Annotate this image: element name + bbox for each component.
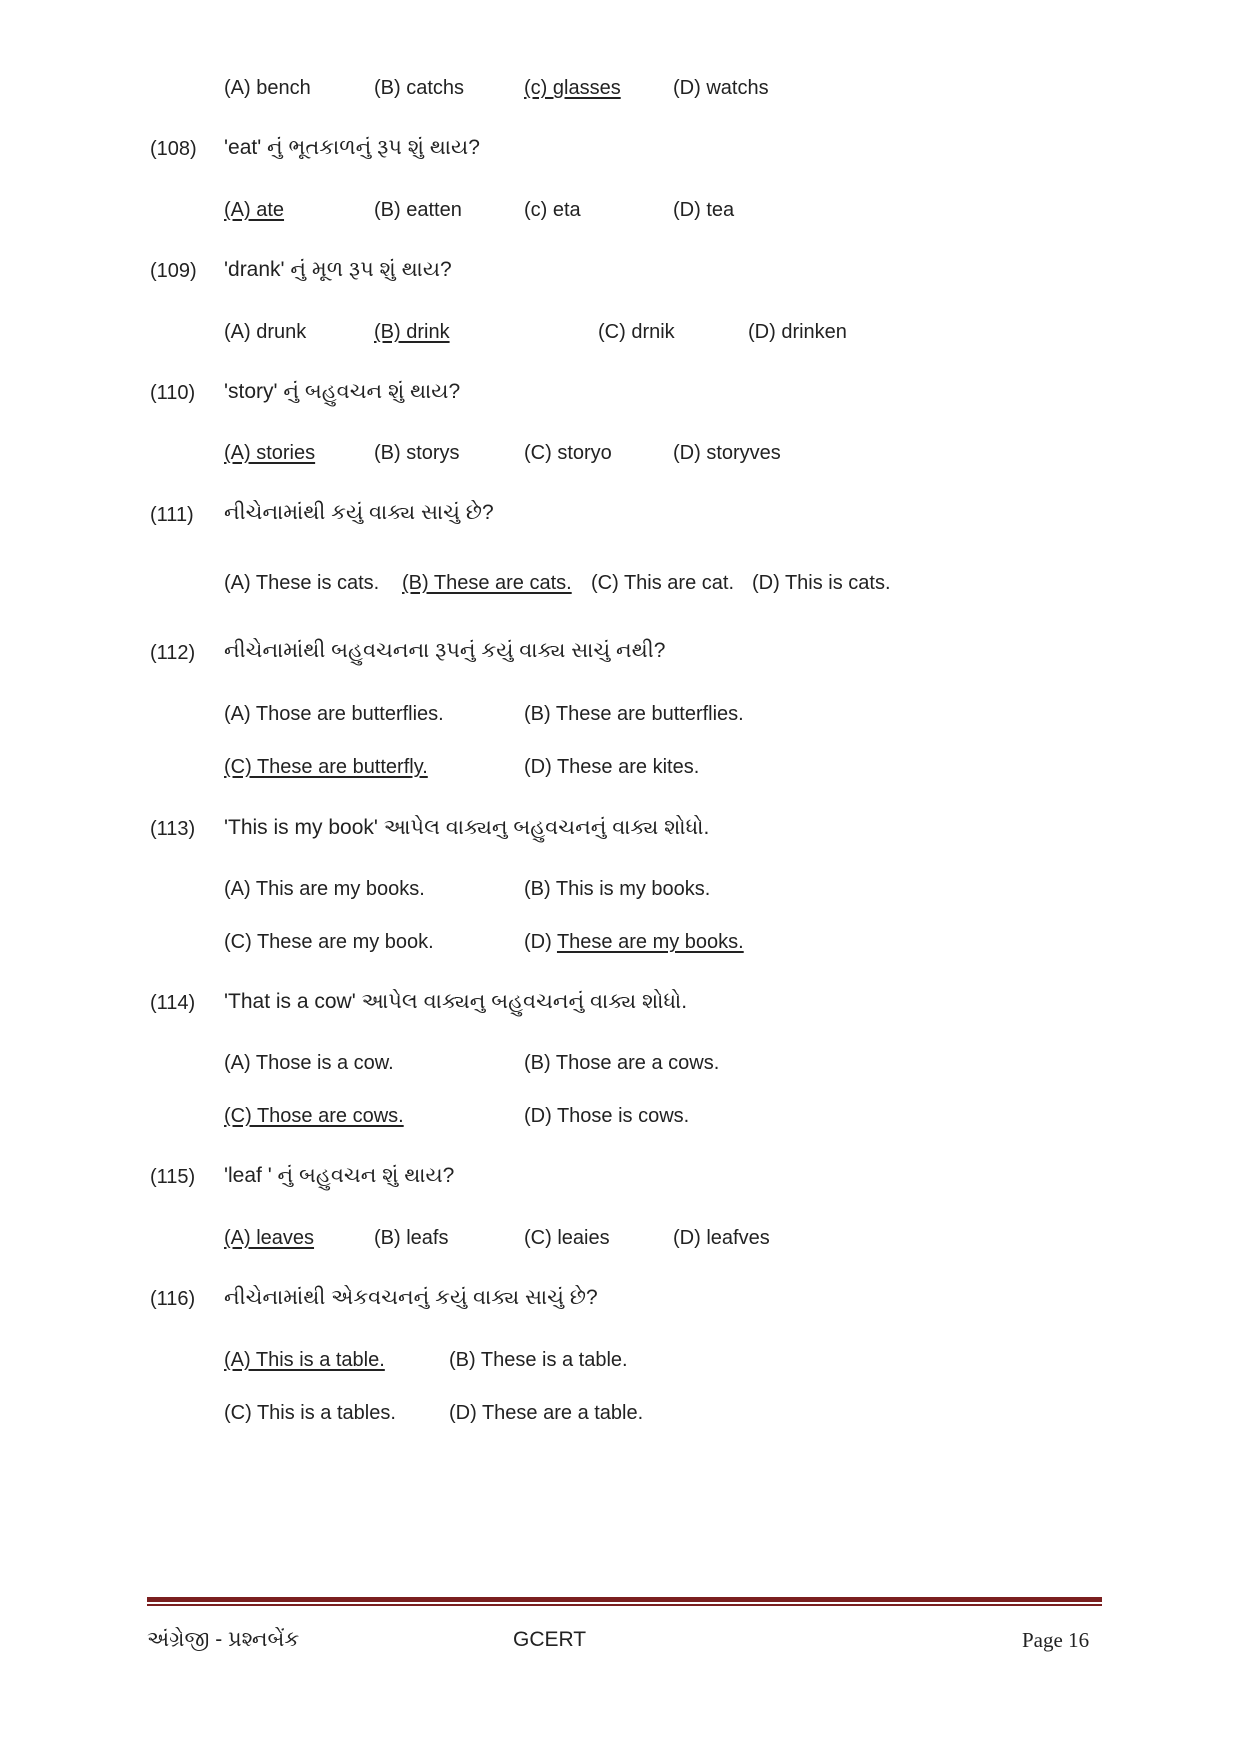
question-number: (109) xyxy=(150,260,197,282)
question-number: (108) xyxy=(150,138,197,160)
option-b: (B) Those are a cows. xyxy=(524,1052,720,1074)
option-d: (D) tea xyxy=(673,199,735,221)
option-c: (C) leaies xyxy=(524,1227,610,1249)
option-d-correct: These are my books. xyxy=(556,931,744,953)
option-c: (c) eta xyxy=(524,199,581,221)
option-b: (B) These are butterflies. xyxy=(524,703,744,725)
question-text: 'story' નું બહુવચન શું થાય? xyxy=(224,380,461,403)
option-b-correct: (B) These are cats. xyxy=(402,572,572,594)
question-number: (113) xyxy=(150,818,196,840)
option-d: (D) These are a table. xyxy=(449,1402,644,1424)
option-c-correct: (C) These are butterfly. xyxy=(224,756,428,778)
option-c: (C) This are cat. xyxy=(591,572,734,594)
option-d-prefix: (D) xyxy=(524,931,557,953)
page-number: Page 16 xyxy=(1022,1628,1090,1652)
option-d: (D) watchs xyxy=(673,77,769,99)
option-b: (B) leafs xyxy=(374,1227,449,1249)
option-b: (B) This is my books. xyxy=(524,878,711,900)
option-b: (B) storys xyxy=(374,442,460,464)
question-number: (115) xyxy=(150,1166,196,1188)
option-d: (D) drinken xyxy=(748,321,847,343)
option-a: (A) Those are butterflies. xyxy=(224,703,444,725)
footer-subject: અંગ્રેજી - પ્રશ્નબેંક xyxy=(147,1628,300,1651)
question-text: 'drank' નું મૂળ રૂપ શું થાય? xyxy=(224,258,452,281)
option-c: (C) drnik xyxy=(598,321,675,343)
footer-rule-thin xyxy=(147,1604,1102,1606)
option-a-correct: (A) ate xyxy=(224,199,285,221)
option-b: (B) These is a table. xyxy=(449,1349,628,1371)
question-text: નીચેનામાંથી બહુવચનના રૂપનું કયું વાક્ય સાચું નથી? xyxy=(224,639,666,662)
question-text: 'That is a cow' આપેલ વાક્યનુ બહુવચનનું વાક્ય શોધો. xyxy=(224,990,688,1013)
option-a-correct: (A) This is a table. xyxy=(224,1349,385,1371)
option-d: (D) Those is cows. xyxy=(524,1105,690,1127)
footer-rule-thick xyxy=(147,1597,1102,1602)
option-d xyxy=(524,929,744,955)
question-text: 'This is my book' આપેલ વાક્યનુ બહુવચનનું વાક્ય શોધો. xyxy=(224,816,710,839)
footer-publisher: GCERT xyxy=(513,1628,587,1651)
question-text: 'eat' નું ભૂતકાળનું રૂપ શું થાય? xyxy=(224,136,480,159)
option-a: (A) Those is a cow. xyxy=(224,1052,394,1074)
option-d: (D) leafves xyxy=(673,1227,770,1249)
option-b-correct: (B) drink xyxy=(374,321,450,343)
question-number: (114) xyxy=(150,992,196,1014)
option-d: (D) storyves xyxy=(673,442,781,464)
option-a-correct: (A) leaves xyxy=(224,1227,315,1249)
option-a-correct: (A) stories xyxy=(224,442,316,464)
question-text: નીચેનામાંથી કયું વાક્ય સાચું છે? xyxy=(224,501,494,524)
question-number: (111) xyxy=(150,504,194,526)
option-c: (C) These are my book. xyxy=(224,931,434,953)
option-b: (B) catchs xyxy=(374,77,465,99)
option-b: (B) eatten xyxy=(374,199,462,221)
option-a: (A) bench xyxy=(224,77,311,99)
question-number: (112) xyxy=(150,642,196,664)
option-c: (C) This is a tables. xyxy=(224,1402,396,1424)
option-a: (A) This are my books. xyxy=(224,878,425,900)
option-a: (A) drunk xyxy=(224,321,307,343)
option-c-correct: (c) glasses xyxy=(524,77,621,99)
option-d: (D) These are kites. xyxy=(524,756,700,778)
question-text: નીચેનામાંથી એકવચનનું કયું વાક્ય સાચું છે? xyxy=(224,1286,598,1309)
question-number: (116) xyxy=(150,1288,196,1310)
option-d: (D) This is cats. xyxy=(752,572,891,594)
question-text: 'leaf ' નું બહુવચન શું થાય? xyxy=(224,1164,455,1187)
question-number: (110) xyxy=(150,382,196,404)
option-c: (C) storyo xyxy=(524,442,612,464)
option-c-correct: (C) Those are cows. xyxy=(224,1105,404,1127)
option-a: (A) These is cats. xyxy=(224,572,380,594)
